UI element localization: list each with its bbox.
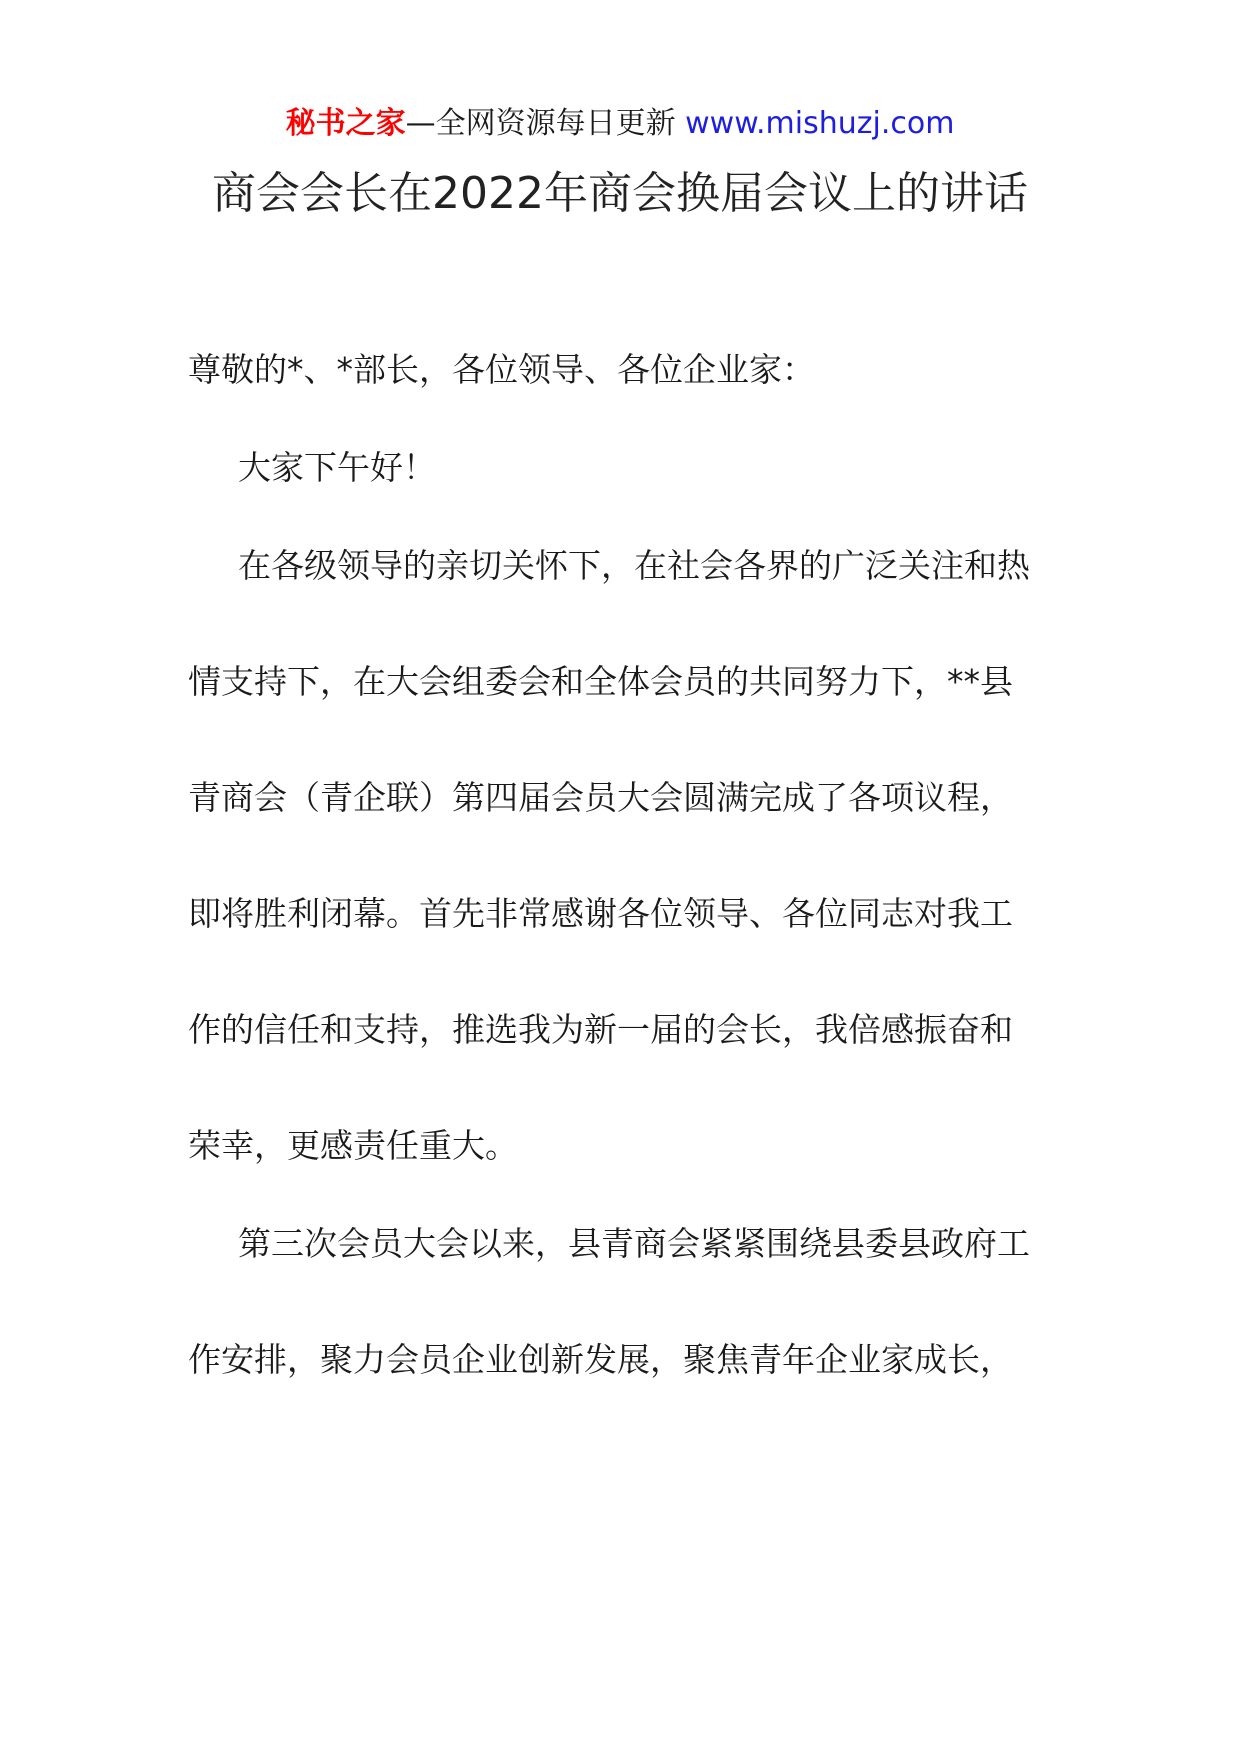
greeting-line: 大家下午好！ [238, 448, 436, 487]
body-text-line: 第三次会员大会以来，县青商会紧紧围绕县委县政府工 [238, 1224, 1030, 1263]
salutation-line: 尊敬的*、*部长，各位领导、各位企业家： [188, 350, 815, 389]
site-banner [0, 104, 1240, 144]
document-title: 商会会长在2022年商会换届会议上的讲话 [212, 168, 1028, 219]
body-text-line: 即将胜利闭幕。首先非常感谢各位领导、各位同志对我工 [188, 894, 1013, 933]
body-text-line: 作安排，聚力会员企业创新发展，聚焦青年企业家成长， [188, 1340, 1013, 1379]
banner-url-link[interactable]: www.mishuzj.com [685, 106, 955, 141]
body-text-line: 情支持下，在大会组委会和全体会员的共同努力下，**县 [188, 662, 1013, 701]
banner-tagline: —全网资源每日更新 [405, 106, 686, 141]
body-text-line: 荣幸，更感责任重大。 [188, 1126, 518, 1165]
brand-name: 秘书之家 [285, 106, 406, 141]
body-text-line: 在各级领导的亲切关怀下，在社会各界的广泛关注和热 [238, 546, 1030, 585]
body-text-line: 青商会（青企联）第四届会员大会圆满完成了各项议程， [188, 778, 1013, 817]
body-text-line: 作的信任和支持，推选我为新一届的会长，我倍感振奋和 [188, 1010, 1013, 1049]
